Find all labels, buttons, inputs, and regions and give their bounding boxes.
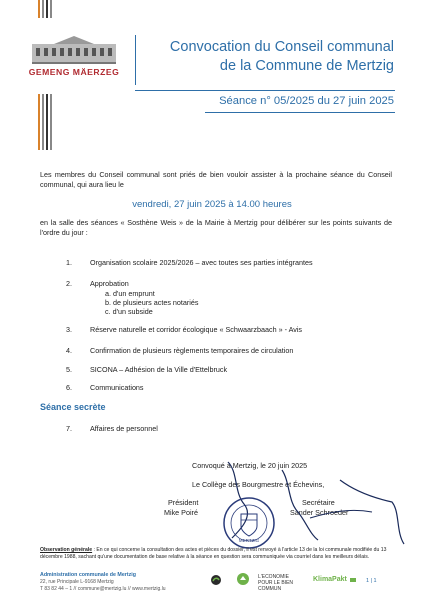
header-divider bbox=[135, 35, 136, 85]
observation-text: : En ce qui concerne la consultation des actes et pièces du dossier, il est renvoyé à l'article 13 de la loi communale modifiée du 13 décembre 1988, sachant qu'une documentation de base relative à la séance en question sera communiquée via courriel dans les meilleurs délais. bbox=[40, 547, 387, 560]
klimapakt-bar bbox=[350, 578, 356, 582]
agenda-num: 4. bbox=[66, 346, 72, 355]
header-rule bbox=[135, 90, 395, 91]
secretary-role: Secrétaire bbox=[302, 498, 335, 507]
logo-text: GEMENG MÄERZEG bbox=[28, 67, 120, 77]
convoked-line: Convoqué à Mertzig, le 20 juin 2025 bbox=[192, 461, 308, 470]
general-observation bbox=[40, 547, 392, 561]
agenda-item: SICONA – Adhésion de la Ville d'Ettelbruck bbox=[90, 365, 228, 374]
agenda-item: Communications bbox=[90, 383, 144, 392]
seance-rule bbox=[205, 112, 395, 113]
president-name: Mike Poiré bbox=[164, 508, 198, 517]
klimapakt-logo: KlimaPakt bbox=[313, 576, 347, 583]
agenda-item: Approbation bbox=[90, 279, 129, 288]
secret-section-title: Séance secrète bbox=[40, 402, 106, 412]
agenda-num: 1. bbox=[66, 258, 72, 267]
footer-contact: T 83 82 44 – 1 // commune@mertzig.lu // www.mertzig.lu bbox=[40, 586, 166, 592]
agenda-num: 2. bbox=[66, 279, 72, 288]
intro-text: Les membres du Conseil communal sont priés de bien vouloir assister à la prochaine séance du Conseil communal, qui aura lieu le bbox=[40, 170, 392, 189]
agenda-item: Organisation scolaire 2025/2026 – avec toutes ses parties intégrantes bbox=[90, 258, 313, 267]
footer-address: 22, rue Principale L-9168 Mertzig bbox=[40, 579, 114, 585]
agenda-item: Réserve naturelle et corridor écologique « Schwaarzbaach » - Avis bbox=[90, 325, 303, 334]
doc-title-line1: Convocation du Conseil communal bbox=[169, 39, 394, 55]
agenda-subitem: a. d'un emprunt bbox=[105, 289, 155, 298]
president-role: Président bbox=[168, 498, 199, 507]
location-text: en la salle des séances « Sosthène Weis » de la Mairie à Mertzig pour délibérer sur les points suivants de l'ordre du jour : bbox=[40, 218, 392, 237]
secretary-name: Sander Schroeder bbox=[290, 508, 349, 517]
fairtrade-icon bbox=[210, 574, 222, 586]
handwritten-signatures bbox=[160, 452, 410, 548]
footer-org: Administration communale de Mertzig bbox=[40, 572, 136, 578]
agenda-num: 7. bbox=[66, 424, 72, 433]
page-number: 1 | 1 bbox=[366, 578, 377, 584]
agenda-num: 3. bbox=[66, 325, 72, 334]
agenda-item: Affaires de personnel bbox=[90, 424, 158, 433]
college-line: Le Collège des Bourgmestre et Échevins, bbox=[192, 480, 325, 489]
eco-label-icon bbox=[236, 572, 250, 586]
doc-title-line2: de la Commune de Mertzig bbox=[219, 58, 394, 74]
meeting-date: vendredi, 27 juin 2025 à 14.00 heures bbox=[132, 199, 292, 210]
agenda-num: 5. bbox=[66, 365, 72, 374]
agenda-item: Confirmation de plusieurs règlements temporaires de circulation bbox=[90, 346, 294, 355]
observation-label: Observation générale bbox=[40, 547, 93, 553]
seance-number: Séance n° 05/2025 du 27 juin 2025 bbox=[219, 95, 394, 107]
stamp-text: MERTZIG bbox=[238, 538, 260, 543]
agenda-num: 6. bbox=[66, 383, 72, 392]
agenda-subitem: b. de plusieurs actes notariés bbox=[105, 298, 199, 307]
agenda-subitem: c. d'un subside bbox=[105, 307, 153, 316]
ecgood-logo: L'ECONOMIE POUR LE BIEN COMMUN bbox=[258, 574, 294, 592]
